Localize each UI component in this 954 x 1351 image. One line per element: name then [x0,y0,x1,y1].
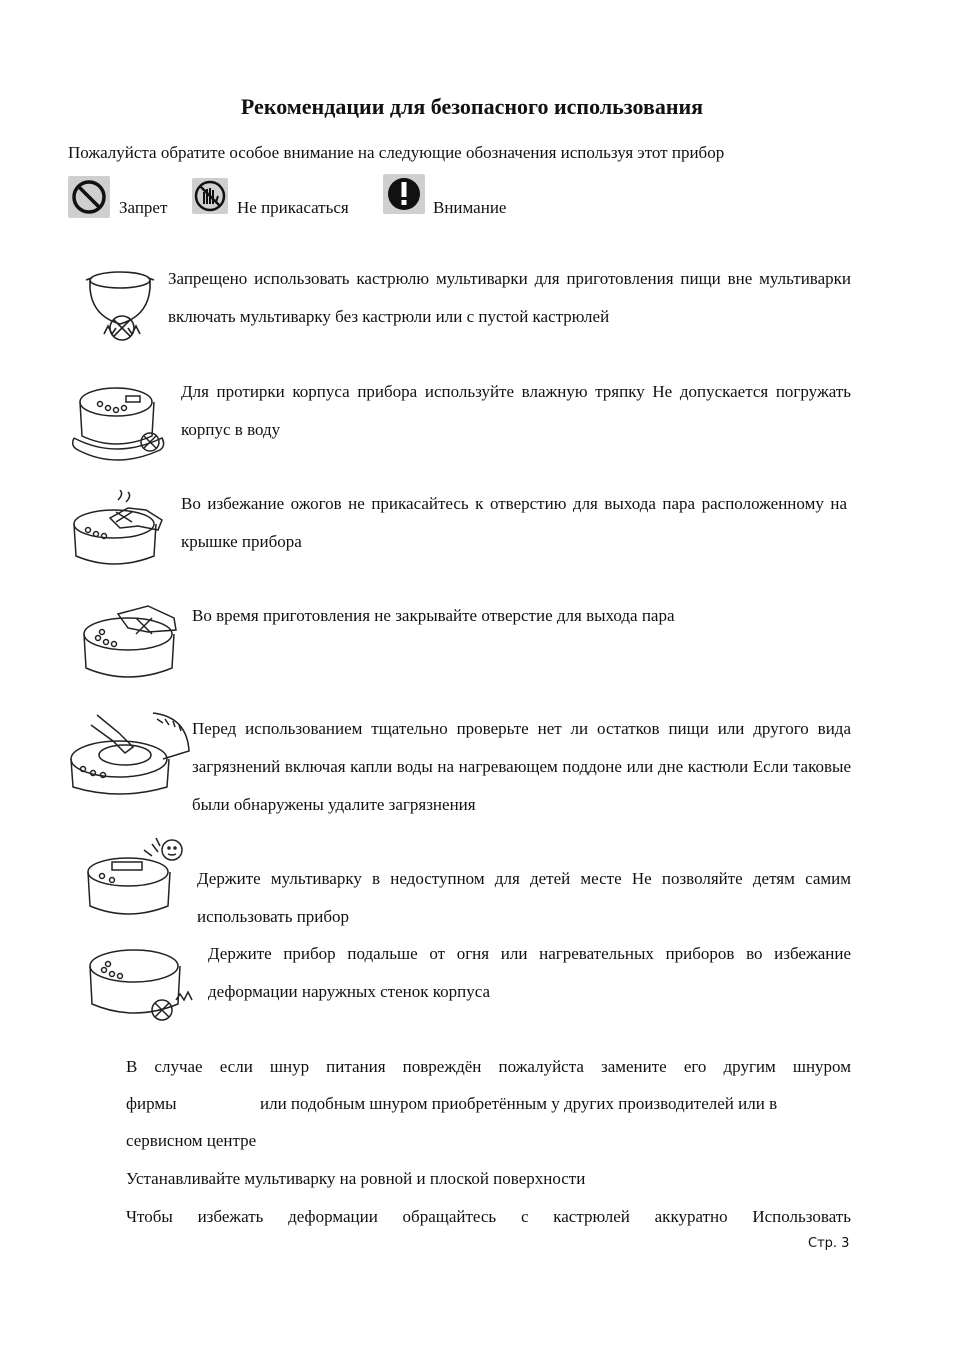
cover-vent-illustration [78,604,182,686]
intro-text: Пожалуйста обратите особое внимание на следующие обозначения используя этот прибор [68,143,725,162]
item-text-3: Во избежание ожогов не прикасайтесь к отверстию для выхода пара расположенному на крышке прибора [181,494,847,551]
pot-illustration [84,268,160,344]
prohibit-icon [68,176,110,218]
deformation-paragraph: Чтобы избежать деформации обращайтесь с кастрюлей аккуратно Использовать [126,1207,851,1226]
child-safety-illustration [82,836,190,922]
attention-icon [383,174,425,214]
surface-paragraph: Устанавливайте мультиварку на ровной и плоской поверхности [126,1169,586,1188]
item-text-7: Держите прибор подальше от огня или нагревательных приборов во избежание деформации наружных стенок корпуса [208,944,851,1001]
cord-paragraph-line1: В случае если шнур питания повреждён пожалуйста замените его другим шнуром [126,1057,851,1076]
cooker-in-water-illustration [70,380,168,466]
item-text-4: Во время приготовления не закрывайте отверстие для выхода пара [192,606,675,625]
inspect-inside-illustration [67,711,191,797]
item-text-6: Держите мультиварку в недоступном для детей месте Не позволяйте детям самим использовать прибор [197,869,851,926]
item-text-1: Запрещено использовать кастрюлю мультиварки для приготовления пищи вне мультиварки включать мультиварку без кастрюли или с пустой кастрюлей [168,269,851,326]
legend-attention-label: Внимание [433,198,507,217]
item-text-5: Перед использованием тщательно проверьте нет ли остатков пищи или другого вида загрязнений включая капли воды на нагревающем поддоне или дне кастюли Если таковые были обнаружены удалите загрязнения [192,719,851,814]
legend-no-touch-label: Не прикасаться [237,198,349,217]
cord-paragraph-firm: фирмы [126,1094,177,1113]
item-text-2: Для протирки корпуса прибора используйте влажную тряпку Не допускается погружать корпус в воду [181,382,851,439]
page-title: Рекомендации для безопасного использования [240,94,704,119]
page-number: Стр. 3 [808,1236,850,1251]
away-from-heat-illustration [84,938,196,1024]
cord-paragraph-line2: или подобным шнуром приобретённым у других производителей или в [260,1094,778,1113]
no-touch-icon [192,178,228,214]
cord-paragraph-line3: сервисном центре [126,1131,257,1150]
legend-prohibit-label: Запрет [119,198,168,217]
steam-vent-hand-illustration [68,490,166,574]
